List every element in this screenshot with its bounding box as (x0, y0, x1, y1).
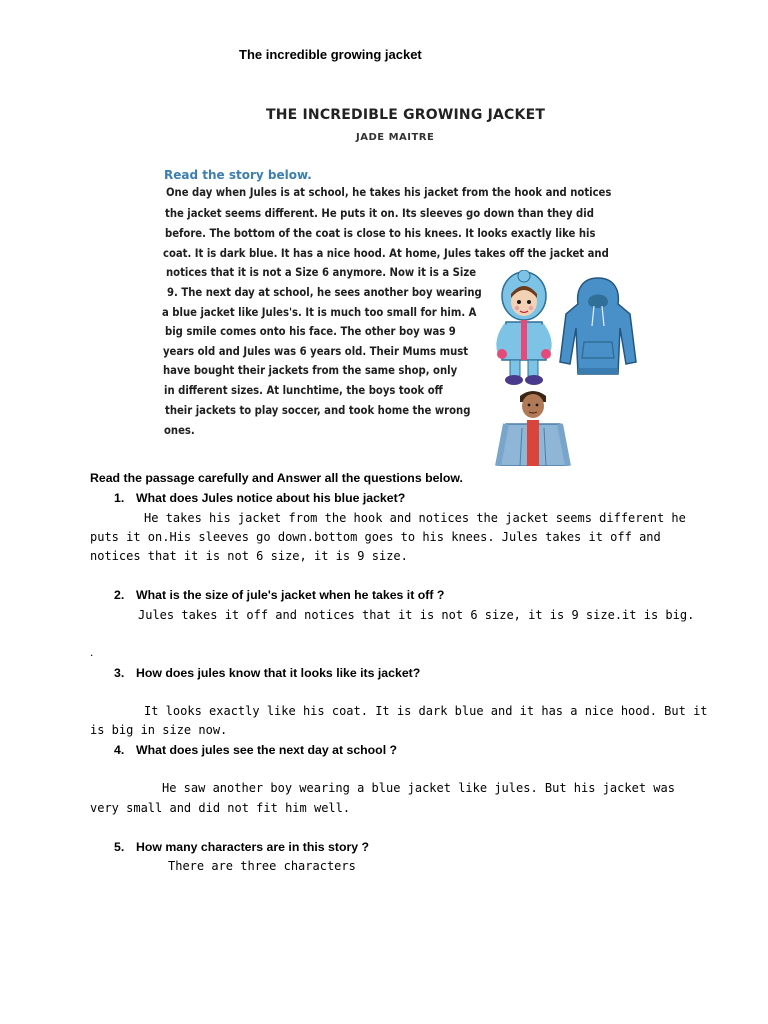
story-line: 9. The next day at school, he sees another boy wearing (167, 286, 482, 299)
answer-line: He takes his jacket from the hook and notices the jacket seems different he (144, 511, 686, 525)
story-line: before. The bottom of the coat is close to his knees. It looks exactly like his (165, 227, 596, 240)
question-number: 1. (114, 491, 125, 505)
answer-line: It looks exactly like his coat. It is dark blue and it has a nice hood. But it (144, 704, 708, 718)
story-line: years old and Jules was 6 years old. Their Mums must (163, 345, 469, 358)
story-line: coat. It is dark blue. It has a nice hood. At home, Jules takes off the jacket and (163, 247, 609, 260)
story-line: in different sizes. At lunchtime, the boys took off (164, 384, 443, 397)
question-text: What is the size of jule's jacket when he takes it off ? (136, 588, 445, 602)
boy-in-blue-jacket-icon (494, 388, 572, 466)
blue-hoodie-icon (558, 276, 638, 378)
story-image (160, 100, 640, 466)
child-in-winter-coat-icon (494, 270, 554, 388)
story-line: their jackets to play soccer, and took home the wrong (165, 404, 471, 417)
question-4 (114, 743, 397, 757)
story-line: notices that it is not a Size 6 anymore. Now it is a Size (166, 266, 477, 279)
answer-line: He saw another boy wearing a blue jacket like jules. But his jacket was (162, 781, 675, 795)
story-author: JADE MAITRE (356, 132, 435, 143)
answer-line: very small and did not fit him well. (90, 801, 351, 815)
document-title: The incredible growing jacket (239, 47, 422, 62)
question-text: What does jules see the next day at school ? (136, 743, 398, 757)
question-3 (114, 666, 420, 680)
answer-line: Jules takes it off and notices that it is not 6 size, it is 9 size.it is big. (138, 608, 695, 622)
question-text: How many characters are in this story ? (136, 840, 370, 854)
answer-line: notices that it is not 6 size, it is 9 size. (90, 549, 408, 563)
story-line: big smile comes onto his face. The other boy was 9 (165, 325, 456, 338)
cut-off-heading-fragment (164, 459, 314, 466)
answer-line: puts it on.His sleeves go down.bottom goes to his knees. Jules takes it off and (90, 530, 661, 544)
story-line: the jacket seems different. He puts it on. Its sleeves go down than they did (165, 207, 594, 220)
answer-line: is big in size now. (90, 723, 228, 737)
answer-line: There are three characters (168, 859, 356, 873)
question-number: 2. (114, 588, 125, 602)
question-2 (114, 588, 444, 602)
stray-dot: . (90, 645, 94, 659)
question-text: How does jules know that it looks like its jacket? (136, 666, 421, 680)
question-1 (114, 491, 405, 505)
story-line: have bought their jackets from the same shop, only (163, 364, 458, 377)
read-story-heading: Read the story below. (164, 168, 312, 182)
story-title: THE INCREDIBLE GROWING JACKET (266, 107, 546, 123)
question-number: 4. (114, 743, 125, 757)
story-line: ones. (164, 424, 195, 437)
question-number: 5. (114, 840, 125, 854)
question-number: 3. (114, 666, 125, 680)
question-text: What does Jules notice about his blue jacket? (136, 491, 406, 505)
story-line: One day when Jules is at school, he takes his jacket from the hook and notices (166, 186, 612, 199)
question-5 (114, 840, 369, 854)
story-line: a blue jacket like Jules's. It is much too small for him. A (162, 306, 477, 319)
instructions: Read the passage carefully and Answer all the questions below. (90, 471, 463, 485)
